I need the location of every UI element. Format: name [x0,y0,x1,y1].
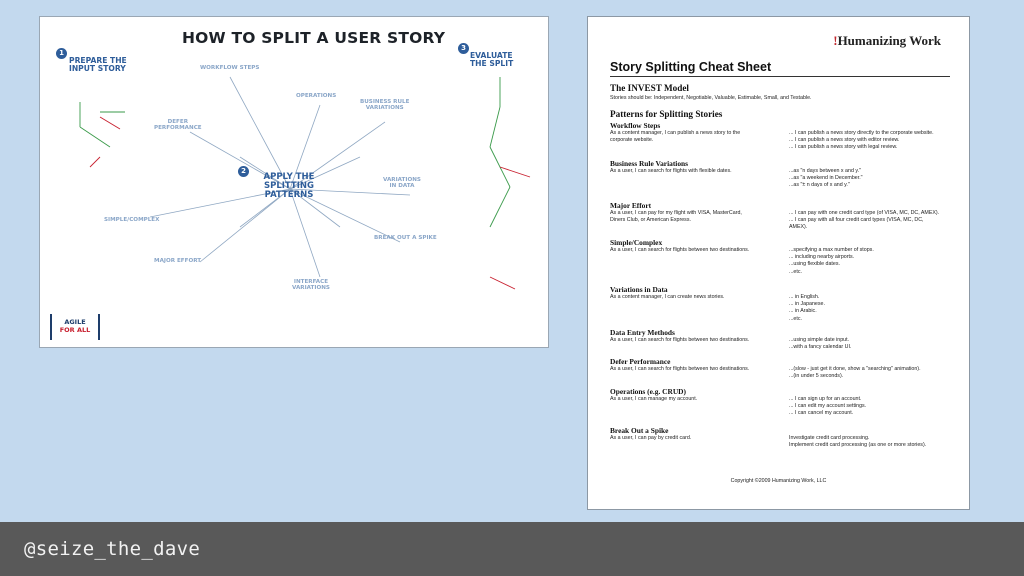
section-story: As a user, I can pay by credit card. [610,435,692,441]
pattern-workflow-steps: WORKFLOW STEPS [200,65,260,71]
title-divider [610,76,950,77]
step-prepare-label: PREPARE THE INPUT STORY [69,56,127,74]
invest-text: Stories should be: Independent, Negotiable, Valuable, Estimable, Small, and Testable. [610,95,812,101]
step-apply-label: APPLY THE SPLITTING PATTERNS [263,172,315,201]
flowchart-connector [80,127,110,147]
step-2-badge: 2 [238,166,249,177]
section-heading: Defer Performance [610,357,671,366]
footer-bar [0,522,1024,576]
section-splits: ...using simple date input. ...with a fancy calendar UI. [789,337,852,351]
flowchart-connector [100,117,120,129]
humanizing-work-logo: !Humanizing Work [833,33,941,48]
section-heading: Variations in Data [610,285,668,294]
section-story: As a content manager, I can create news stories. [610,294,725,300]
split-story-poster [39,16,549,348]
sheet-title: Story Splitting Cheat Sheet [610,60,772,74]
step-1-badge: 1 [56,48,67,59]
step-3-badge: 3 [458,43,469,54]
invest-heading: The INVEST Model [610,83,689,93]
pattern-business-rules: BUSINESS RULE VARIATIONS [360,99,410,112]
section-splits: Investigate credit card processing. Implement credit card processing (as one or more stories). [789,435,927,449]
section-story: As a user, I can search for flights with flexible dates. [610,168,732,174]
pattern-defer-performance: DEFER PERFORMANCE [154,119,202,132]
section-heading: Operations (e.g. CRUD) [610,387,686,396]
brand-mark-icon: ! [833,33,838,48]
section-story: As a user, I can search for flights between two destinations. [610,337,750,343]
section-story: As a user, I can search for flights between two destinations. [610,247,750,253]
section-story: As a user, I can manage my account. [610,396,698,402]
agile-for-all-logo: AGILE FOR ALL [50,314,100,340]
section-heading: Data Entry Methods [610,328,675,337]
cheat-sheet [587,16,970,510]
poster-title: HOW TO SPLIT A USER STORY [182,29,446,47]
section-heading: Workflow Steps [610,121,661,130]
section-heading: Business Rule Variations [610,159,689,168]
section-splits: ... I can publish a news story directly to the corporate website. ... I can publish a news story with editor review. ... I can publish a news story with legal review. [789,130,934,151]
flowchart-connector [490,277,515,289]
copyright-text: Copyright ©2009 Humanizing Work, LLC [730,478,827,484]
step-evaluate-label: EVALUATE THE SPLIT [470,51,514,69]
pattern-variations-data: VARIATIONS IN DATA [383,177,421,190]
section-story: As a user, I can pay for my flight with VISA, MasterCard, Diners Club, or American Express. [610,210,742,224]
section-splits: ... I can pay with one credit card type (of VISA, MC, DC, AMEX). ... I can pay with all four credit card types (VISA, MC, DC, AMEX). [789,210,940,231]
section-splits: ...specifying a max number of stops. ... including nearby airports. ...using flexible dates. ...etc. [789,247,874,275]
section-story: As a content manager, I can publish a news story to the corporate website. [610,130,741,144]
section-splits: ...(slow - just get it done, show a "searching" animation). ...(in under 5 seconds). [789,366,921,380]
flowchart-connector [290,189,320,277]
section-story: As a user, I can search for flights between two destinations. [610,366,750,372]
section-heading: Major Effort [610,201,652,210]
section-splits: ...as "n days between x and y." ...as "a weekend in December." ...as "± n days of x and y." [789,168,863,189]
flowchart-connector [90,157,100,167]
patterns-heading: Patterns for Splitting Stories [610,109,723,119]
flowchart-connector [490,187,510,227]
section-splits: ... I can sign up for an account. ... I can edit my account settings. ... I can cancel my account. [789,396,867,417]
section-splits: ... in English. ... in Japanese. ... in Arabic. ...etc. [789,294,825,322]
flowchart-connector [490,107,500,147]
pattern-interface-variations: INTERFACE VARIATIONS [292,279,330,292]
pattern-break-spike: BREAK OUT A SPIKE [374,235,437,241]
pattern-major-effort: MAJOR EFFORT [154,258,202,264]
section-heading: Break Out a Spike [610,426,669,435]
twitter-handle: @seize_the_dave [24,538,201,560]
section-heading: Simple/Complex [610,238,663,247]
pattern-operations: OPERATIONS [296,93,337,99]
pattern-simple-complex: SIMPLE/COMPLEX [104,217,160,223]
